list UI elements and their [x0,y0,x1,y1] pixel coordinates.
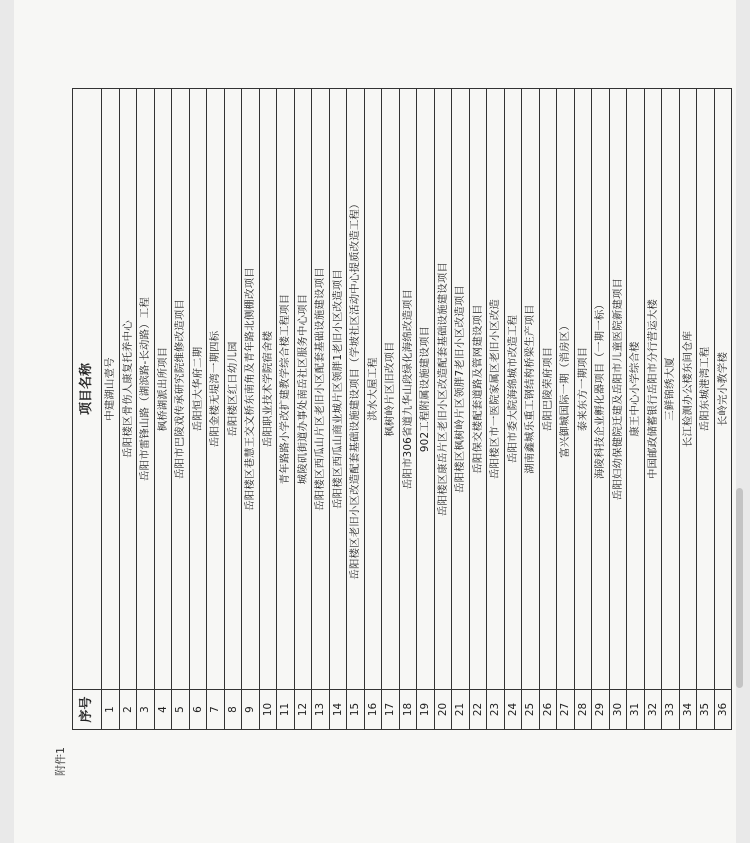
cell-project-name: 长江检测办公楼东间仓库 [679,89,697,690]
table-row [417,89,435,730]
cell-serial-no: 14 [329,690,347,730]
table-row [452,89,470,730]
table-row [172,89,190,730]
cell-serial-no: 36 [714,690,732,730]
cell-serial-no: 17 [382,690,400,730]
cell-project-name: 中建湖山壹号 [102,89,120,690]
cell-project-name: 岳阳楼区市一医院家属区老旧小区改造 [487,89,505,690]
cell-project-name: 岳阳楼区红日幼儿园 [224,89,242,690]
table-row [347,89,365,730]
cell-project-name: 长岭完小教学楼 [714,89,732,690]
table-row [627,89,645,730]
table-row [154,89,172,730]
table-row [312,89,330,730]
cell-serial-no: 3 [137,690,155,730]
table-row [399,89,417,730]
cell-project-name: 中国邮政储蓄银行岳阳市分行营运大楼 [644,89,662,690]
cell-project-name: 岳阳恒大华府二期 [189,89,207,690]
cell-serial-no: 27 [557,690,575,730]
table-row [224,89,242,730]
cell-project-name: 枫树岭片区旧改项目 [382,89,400,690]
table-row [119,89,137,730]
cell-serial-no: 35 [697,690,715,730]
cell-project-name: 902工程附属设施建设项目 [417,89,435,690]
cell-serial-no: 23 [487,690,505,730]
cell-project-name: 枫桥湖派出所项目 [154,89,172,690]
cell-serial-no: 28 [574,690,592,730]
table-row [539,89,557,730]
cell-serial-no: 21 [452,690,470,730]
table-row [189,89,207,730]
table-row [592,89,610,730]
cell-project-name: 泰来东方一期项目 [574,89,592,690]
cell-project-name: 岳阳市306省道九华山段绿化海绵改造项目 [399,89,417,690]
cell-serial-no: 25 [522,690,540,730]
table-header-row [73,89,102,730]
table-row [662,89,680,730]
cell-project-name: 岳阳金楼无堤湾一期四标 [207,89,225,690]
table-row [679,89,697,730]
table-row [364,89,382,730]
cell-project-name: 三鲜锦绣大厦 [662,89,680,690]
table-row [574,89,592,730]
cell-project-name: 富兴御城国际一期（消房区） [557,89,575,690]
table-row [102,89,120,730]
cell-serial-no: 5 [172,690,190,730]
table-row [277,89,295,730]
rotated-table-frame [72,88,729,730]
project-table [72,88,732,730]
cell-project-name: 岳阳职业技术学院宿舍楼 [259,89,277,690]
table-row [487,89,505,730]
cell-project-name: 岳阳巴陵荣府项目 [539,89,557,690]
cell-project-name: 岳阳楼区西瓜山片区老旧小区配套基础设施建设项目 [312,89,330,690]
cell-serial-no: 34 [679,690,697,730]
cell-serial-no: 33 [662,690,680,730]
cell-serial-no: 15 [347,690,365,730]
table-row [697,89,715,730]
cell-project-name: 岳阳市委大院海绵城市改造工程 [504,89,522,690]
cell-project-name: 洪水大屋工程 [364,89,382,690]
table-row [469,89,487,730]
cell-serial-no: 12 [294,690,312,730]
cell-project-name: 海陵科技企业孵化器项目（一期一标） [592,89,610,690]
cell-project-name: 青年路路小学改扩建教学综合楼工程项目 [277,89,295,690]
cell-project-name: 岳阳楼区巷慧王交文桥东南角及青年路北侧棚改项目 [242,89,260,690]
cell-serial-no: 32 [644,690,662,730]
cell-serial-no: 19 [417,690,435,730]
table-row [557,89,575,730]
cell-project-name: 岳阳楼区枫树岭片区领胖7老旧小区改造项目 [452,89,470,690]
table-row [329,89,347,730]
cell-project-name: 岳阳楼区康岳片区老旧小区改造配套基础设施建设项目 [434,89,452,690]
table-row [259,89,277,730]
table-row [242,89,260,730]
cell-serial-no: 24 [504,690,522,730]
attachment-label: 附件1 [54,747,67,776]
cell-serial-no: 31 [627,690,645,730]
cell-project-name: 岳阳市巴陵戏传承研究院维修改造项目 [172,89,190,690]
cell-serial-no: 30 [609,690,627,730]
cell-serial-no: 26 [539,690,557,730]
table-row [294,89,312,730]
cell-project-name: 岳阳保交楼配套道路及管网建设项目 [469,89,487,690]
scrollbar-thumb[interactable] [736,488,743,688]
cell-project-name: 城陵矶街道办事处南岳社区服务中心项目 [294,89,312,690]
cell-project-name: 岳阳市雷锋山路（湖滨路-长动路）工程 [137,89,155,690]
table-row [522,89,540,730]
cell-serial-no: 8 [224,690,242,730]
cell-serial-no: 2 [119,690,137,730]
cell-serial-no: 6 [189,690,207,730]
cell-serial-no: 1 [102,690,120,730]
cell-serial-no: 9 [242,690,260,730]
cell-serial-no: 7 [207,690,225,730]
table-row [504,89,522,730]
cell-project-name: 康王中心小学综合楼 [627,89,645,690]
cell-serial-no: 16 [364,690,382,730]
cell-serial-no: 4 [154,690,172,730]
table-row [137,89,155,730]
table-row [207,89,225,730]
cell-serial-no: 18 [399,690,417,730]
cell-serial-no: 22 [469,690,487,730]
cell-project-name: 岳阳妇幼保健院迁建及岳阳市儿童医院新建项目 [609,89,627,690]
project-table-container [72,88,729,730]
header-serial-no: 序号 [73,690,102,730]
cell-serial-no: 11 [277,690,295,730]
cell-project-name: 湖南鑫城乐重工钢结构桥梁生产项目 [522,89,540,690]
cell-project-name: 岳阳楼区骨伤人康复托养中心 [119,89,137,690]
table-row [434,89,452,730]
cell-serial-no: 13 [312,690,330,730]
table-row [644,89,662,730]
table-body [102,89,732,730]
cell-serial-no: 29 [592,690,610,730]
table-row [382,89,400,730]
cell-project-name: 岳阳东城港湾工程 [697,89,715,690]
table-row [714,89,732,730]
cell-project-name: 岳阳楼区西瓜山商业城片区领胖1老旧小区改造项目 [329,89,347,690]
cell-serial-no: 20 [434,690,452,730]
document-page [14,0,736,843]
cell-serial-no: 10 [259,690,277,730]
table-row [609,89,627,730]
cell-project-name: 岳阳楼区老旧小区改造配套基础设施建设项目（学坡社区活动中心提质改造工程） [347,89,365,690]
header-project-name: 项目名称 [73,89,102,690]
